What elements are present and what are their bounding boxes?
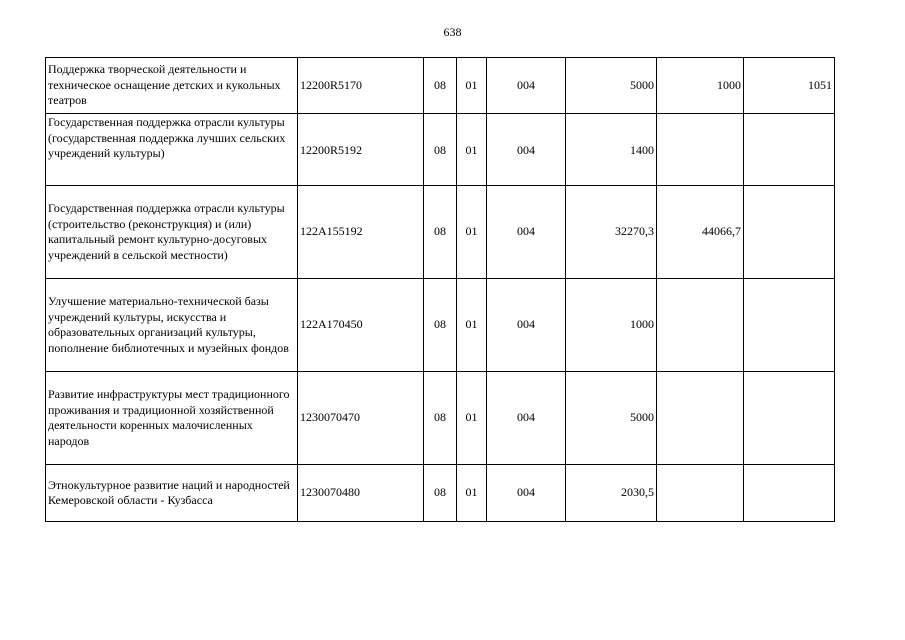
amount-cell-3 bbox=[744, 186, 835, 279]
subsection-cell: 01 bbox=[457, 465, 487, 522]
section-cell: 08 bbox=[424, 465, 457, 522]
amount-cell-1: 1400 bbox=[566, 114, 657, 186]
section-cell: 08 bbox=[424, 372, 457, 465]
amount-cell-1: 5000 bbox=[566, 58, 657, 114]
amount-cell-2: 44066,7 bbox=[657, 186, 744, 279]
expense-type-cell: 004 bbox=[487, 279, 566, 372]
amount-cell-1: 1000 bbox=[566, 279, 657, 372]
table-row bbox=[46, 465, 835, 522]
section-cell: 08 bbox=[424, 186, 457, 279]
subsection-cell: 01 bbox=[457, 372, 487, 465]
table-row bbox=[46, 279, 835, 372]
expense-name-cell: Государственная поддержка отрасли культуры (государственная поддержка лучших сельских учреждений культуры) bbox=[46, 114, 298, 186]
target-code-cell: 122A170450 bbox=[298, 279, 424, 372]
amount-cell-2: 1000 bbox=[657, 58, 744, 114]
target-code-cell: 12200R5170 bbox=[298, 58, 424, 114]
expense-name-cell: Развитие инфраструктуры мест традиционного проживания и традиционной хозяйственной деятельности коренных малочисленных народов bbox=[46, 372, 298, 465]
amount-cell-3 bbox=[744, 372, 835, 465]
target-code-cell: 12200R5192 bbox=[298, 114, 424, 186]
table-row bbox=[46, 114, 835, 186]
amount-cell-2 bbox=[657, 279, 744, 372]
expense-name-cell: Этнокультурное развитие наций и народностей Кемеровской области - Кузбасса bbox=[46, 465, 298, 522]
amount-cell-2 bbox=[657, 114, 744, 186]
amount-cell-2 bbox=[657, 465, 744, 522]
page-number: 638 bbox=[443, 25, 462, 39]
amount-cell-1: 32270,3 bbox=[566, 186, 657, 279]
subsection-cell: 01 bbox=[457, 58, 487, 114]
target-code-cell: 1230070470 bbox=[298, 372, 424, 465]
subsection-cell: 01 bbox=[457, 279, 487, 372]
budget-table bbox=[45, 57, 835, 522]
amount-cell-2 bbox=[657, 372, 744, 465]
section-cell: 08 bbox=[424, 279, 457, 372]
amount-cell-1: 2030,5 bbox=[566, 465, 657, 522]
expense-type-cell: 004 bbox=[487, 372, 566, 465]
expense-type-cell: 004 bbox=[487, 186, 566, 279]
target-code-cell: 1230070480 bbox=[298, 465, 424, 522]
expense-name-cell: Поддержка творческой деятельности и техническое оснащение детских и кукольных театров bbox=[46, 58, 298, 114]
expense-name-cell: Государственная поддержка отрасли культуры (строительство (реконструкция) и (или) капитальный ремонт культурно-досуговых учреждений в сельской местности) bbox=[46, 186, 298, 279]
section-cell: 08 bbox=[424, 58, 457, 114]
amount-cell-1: 5000 bbox=[566, 372, 657, 465]
expense-type-cell: 004 bbox=[487, 114, 566, 186]
table-row bbox=[46, 372, 835, 465]
expense-type-cell: 004 bbox=[487, 58, 566, 114]
subsection-cell: 01 bbox=[457, 114, 487, 186]
table-row bbox=[46, 186, 835, 279]
amount-cell-3 bbox=[744, 114, 835, 186]
amount-cell-3 bbox=[744, 279, 835, 372]
section-cell: 08 bbox=[424, 114, 457, 186]
amount-cell-3 bbox=[744, 465, 835, 522]
expense-name-cell: Улучшение материально-технической базы учреждений культуры, искусства и образовательных организаций культуры, пополнение библиотечных и музейных фондов bbox=[46, 279, 298, 372]
expense-type-cell: 004 bbox=[487, 465, 566, 522]
table-row bbox=[46, 58, 835, 114]
amount-cell-3: 1051 bbox=[744, 58, 835, 114]
target-code-cell: 122A155192 bbox=[298, 186, 424, 279]
subsection-cell: 01 bbox=[457, 186, 487, 279]
